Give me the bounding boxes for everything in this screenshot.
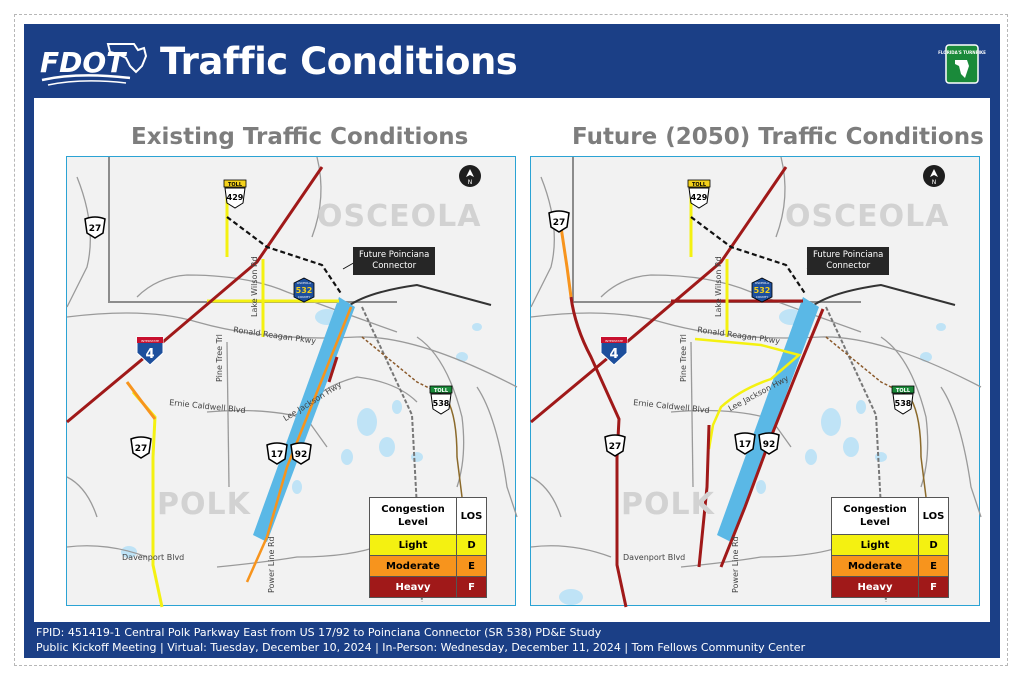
- us17-shield-text: 17: [270, 450, 284, 460]
- legend-los-moderate: E: [457, 556, 487, 577]
- legend-los-heavy: F: [919, 577, 949, 598]
- legend-level-light: Light: [832, 535, 919, 556]
- ernie-caldwell-label: Ernie Caldwell Blvd: [632, 398, 710, 415]
- toll538-shield-icon: [891, 385, 915, 415]
- fdot-logo: [38, 36, 150, 88]
- polk-county-label: POLK: [157, 487, 251, 522]
- turnpike-logo-text: FLORIDA'S TURNPIKE: [938, 50, 986, 55]
- ronald-reagan-label: Ronald Reagan Pkwy: [696, 325, 781, 346]
- i4-shield-icon: [135, 335, 165, 365]
- toll538-shield-icon: [429, 385, 453, 415]
- us27-shield-text: 27: [88, 224, 102, 234]
- i4-shield-icon: [599, 335, 629, 365]
- power-line-label: Power Line Rd: [731, 536, 740, 593]
- legend-los-light: D: [457, 535, 487, 556]
- us27-shield-icon: [547, 209, 571, 233]
- poinciana-connector-callout: [807, 247, 889, 275]
- north-arrow-icon: [459, 165, 481, 187]
- legend-los-heavy: F: [457, 577, 487, 598]
- content-area: [34, 98, 990, 622]
- legend-header-los: LOS: [919, 498, 949, 535]
- existing-legend: [369, 497, 487, 598]
- osceola-county-label: OSCEOLA: [317, 199, 482, 234]
- callout-text: Future Poinciana Connector: [359, 250, 430, 271]
- cr532-shield-icon: [749, 277, 775, 303]
- legend-los-moderate: E: [919, 556, 949, 577]
- footer: [36, 625, 805, 655]
- pine-tree-label: Pine Tree Trl: [215, 334, 224, 382]
- legend-level-moderate: Moderate: [370, 556, 457, 577]
- footer-meeting-line: Public Kickoff Meeting | Virtual: Tuesday, December 10, 2024 | In-Person: Wednesday, December 11, 2024 | Tom Fellows Community Center: [36, 641, 806, 654]
- ronald-reagan-label: Ronald Reagan Pkwy: [232, 325, 317, 346]
- north-letter: N: [467, 179, 473, 186]
- legend-level-heavy: Heavy: [370, 577, 457, 598]
- toll538-shield-banner: TOLL: [433, 388, 449, 394]
- legend-level-heavy: Heavy: [832, 577, 919, 598]
- power-line-label: Power Line Rd: [267, 536, 276, 593]
- us27-south-shield-icon: [603, 433, 627, 457]
- legend-header-los: LOS: [457, 498, 487, 535]
- callout-text: Future Poinciana Connector: [813, 250, 884, 271]
- future-map: [530, 156, 980, 606]
- cr532-shield-text: 532: [295, 286, 313, 295]
- cr532-shield-top: OSCEOLA: [296, 281, 312, 285]
- existing-panel-title: Existing Traffic Conditions: [131, 124, 469, 150]
- davenport-label: Davenport Blvd: [623, 553, 686, 562]
- toll429-shield-icon: [687, 179, 711, 209]
- toll429-shield-text: 429: [690, 193, 708, 202]
- osceola-county-label: OSCEOLA: [785, 199, 950, 234]
- header: [24, 24, 1000, 98]
- ernie-caldwell-label: Ernie Caldwell Blvd: [168, 398, 246, 415]
- i4-shield-banner: INTERSTATE: [141, 339, 159, 343]
- north-arrow-icon: [923, 165, 945, 187]
- toll538-shield-banner: TOLL: [895, 388, 911, 394]
- cr532-shield-bottom: COUNTY: [755, 295, 769, 299]
- future-panel-title: Future (2050) Traffic Conditions: [572, 124, 984, 150]
- polk-county-label: POLK: [621, 487, 715, 522]
- legend-header-level: Congestion Level: [832, 498, 919, 535]
- lee-jackson-label: Lee Jackson Hwy: [726, 373, 791, 414]
- pine-tree-label: Pine Tree Trl: [679, 334, 688, 382]
- toll538-shield-text: 538: [894, 399, 912, 408]
- legend-level-light: Light: [370, 535, 457, 556]
- turnpike-logo: [938, 44, 986, 84]
- logo-text: FDOT: [40, 46, 126, 79]
- us27-shield-text: 27: [552, 218, 566, 228]
- footer-project-line: FPID: 451419-1 Central Polk Parkway East from US 17/92 to Poinciana Connector (SR 538) PD&E Study: [36, 626, 602, 639]
- us27-shield-icon: [83, 215, 107, 239]
- i4-shield-text: 4: [609, 347, 619, 362]
- legend-header-level: Congestion Level: [370, 498, 457, 535]
- page-title: Traffic Conditions: [160, 40, 518, 83]
- legend-level-moderate: Moderate: [832, 556, 919, 577]
- us27-south-shield-icon: [129, 435, 153, 459]
- cr532-shield-icon: [291, 277, 317, 303]
- north-letter: N: [931, 179, 937, 186]
- legend-los-light: D: [919, 535, 949, 556]
- us17-shield-icon: [733, 431, 757, 455]
- us92-shield-icon: [289, 441, 313, 465]
- toll429-shield-text: 429: [226, 193, 244, 202]
- lee-jackson-label: Lee Jackson Hwy: [281, 379, 344, 424]
- cr532-shield-bottom: COUNTY: [297, 295, 311, 299]
- us17-shield-text: 17: [738, 440, 752, 450]
- i4-shield-text: 4: [145, 347, 155, 362]
- us17-shield-icon: [265, 441, 289, 465]
- cr532-shield-text: 532: [753, 286, 771, 295]
- us92-shield-text: 92: [762, 440, 776, 450]
- poinciana-connector-callout: [353, 247, 435, 275]
- us92-shield-icon: [757, 431, 781, 455]
- slide-frame: [24, 24, 1000, 658]
- lake-wilson-label: Lake Wilson Rd: [714, 256, 723, 317]
- toll538-shield-text: 538: [432, 399, 450, 408]
- us92-shield-text: 92: [294, 450, 308, 460]
- us27-south-shield-text: 27: [608, 442, 622, 452]
- toll429-shield-icon: [223, 179, 247, 209]
- future-legend: [831, 497, 949, 598]
- toll429-shield-banner: TOLL: [227, 182, 243, 188]
- davenport-label: Davenport Blvd: [122, 553, 185, 562]
- existing-map: [66, 156, 516, 606]
- us27-south-shield-text: 27: [134, 444, 148, 454]
- lake-wilson-label: Lake Wilson Rd: [250, 256, 259, 317]
- cr532-shield-top: OSCEOLA: [754, 281, 770, 285]
- toll429-shield-banner: TOLL: [691, 182, 707, 188]
- i4-shield-banner: INTERSTATE: [605, 339, 623, 343]
